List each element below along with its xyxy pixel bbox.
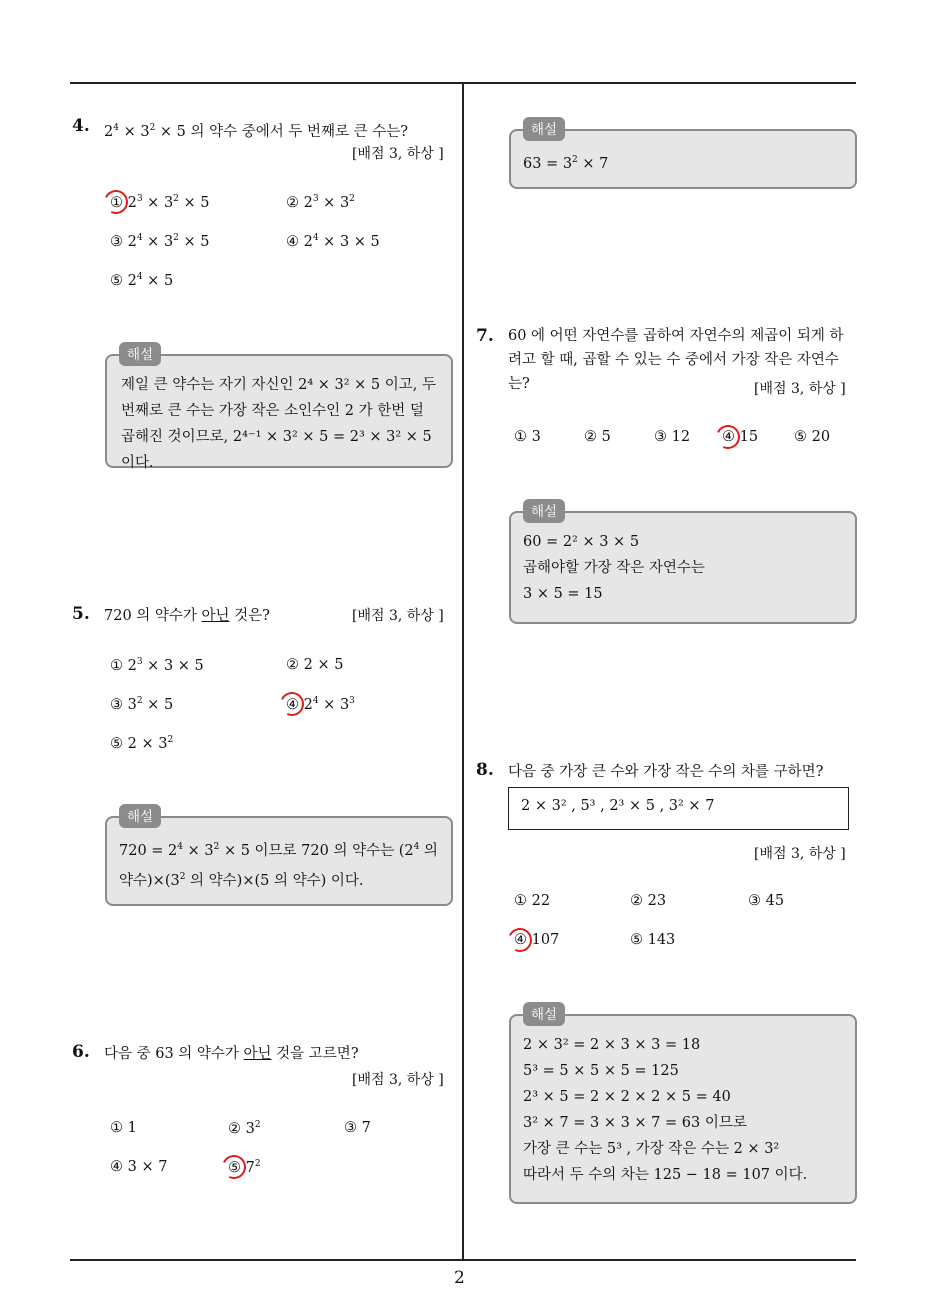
q6-number: 6.	[72, 1042, 90, 1062]
q5-question: 720 의 약수가 아닌 것은?	[104, 608, 270, 624]
q5-number: 5.	[72, 604, 90, 624]
q4-answer-mark	[101, 187, 132, 218]
q6-choice-1[interactable]: ① 1	[110, 1120, 137, 1136]
q8-explain-line-2: 5³ = 5 × 5 × 5 = 125	[523, 1063, 679, 1079]
q7-question-line-1: 60 에 어떤 자연수를 곱하여 자연수의 제곱이 되게 하	[508, 328, 844, 344]
q6-choice-4[interactable]: ④ 3 × 7	[110, 1159, 168, 1175]
q4-number: 4.	[72, 116, 90, 136]
q4-explain-box	[105, 354, 453, 471]
q6-score: [배점 3, 하상 ]	[352, 1072, 444, 1088]
q8-explain-tag: 해설	[523, 1002, 565, 1026]
q8-number: 8.	[476, 760, 494, 780]
q7-question-line-2: 려고 할 때, 곱할 수 있는 수 중에서 가장 작은 자연수	[508, 352, 839, 368]
q5-explain-tag: 해설	[119, 804, 161, 828]
q7-score: [배점 3, 하상 ]	[754, 381, 846, 397]
q7-explain-line-2: 곱해야할 가장 작은 자연수는	[523, 560, 705, 576]
q7-choice-5[interactable]: ⑤ 20	[794, 429, 831, 445]
q4-question: $2^4 \times 3^2 \times 5$ 의 약수 중에서 두 번째로 큰 수는?	[104, 123, 409, 140]
q4-explain-tag: 해설	[119, 342, 161, 366]
q7-number: 7.	[476, 326, 494, 346]
page-number: 2	[454, 1268, 465, 1288]
q8-given-text: 2 × 3² , 5³ , 2³ × 5 , 3² × 7	[521, 798, 715, 814]
q5-explain-box	[105, 816, 453, 906]
q5-choice-5[interactable]: ⑤ $2 \times 3^2$	[110, 735, 174, 752]
q8-score: [배점 3, 하상 ]	[754, 846, 846, 862]
q7-explain-line-1: 60 = 2² × 3 × 5	[523, 534, 640, 550]
q8-question: 다음 중 가장 큰 수와 가장 작은 수의 차를 구하면?	[508, 764, 824, 780]
q6-question: 다음 중 63 의 약수가 아닌 것을 고르면?	[104, 1046, 359, 1062]
q6-answer-mark	[219, 1152, 250, 1183]
q7-answer-mark	[713, 422, 744, 453]
q8-explain-line-3: 2³ × 5 = 2 × 2 × 2 × 5 = 40	[523, 1089, 731, 1105]
q7-choice-3[interactable]: ③ 12	[654, 429, 691, 445]
q8-explain-line-1: 2 × 3² = 2 × 3 × 3 = 18	[523, 1037, 701, 1053]
q5-choice-3[interactable]: ③ $3^2 \times 5$	[110, 696, 174, 713]
q4-choice-5[interactable]: ⑤ $2^4 \times 5$	[110, 272, 174, 289]
q6-explain-text: $63 = 3^2 \times 7$	[523, 155, 609, 172]
q4-choice-3[interactable]: ③ $2^4 \times 3^2 \times 5$	[110, 233, 210, 250]
q5-score: [배점 3, 하상 ]	[352, 608, 444, 624]
q5-choice-4[interactable]: ④ $2^4 \times 3^3$	[286, 696, 355, 713]
q8-explain-line-5: 가장 큰 수는 5³ , 가장 작은 수는 2 × 3²	[523, 1141, 780, 1157]
bottom-rule	[70, 1259, 856, 1261]
q8-explain-line-6: 따라서 두 수의 차는 125 − 18 = 107 이다.	[523, 1167, 808, 1183]
q5-answer-mark	[277, 689, 308, 720]
q4-choice-2[interactable]: ② $2^3 \times 3^2$	[286, 194, 355, 211]
q6-choice-5[interactable]: ⑤ $7^2$	[228, 1159, 261, 1176]
q8-choice-5[interactable]: ⑤ 143	[630, 932, 676, 948]
q8-given-box	[508, 787, 849, 830]
q7-explain-tag: 해설	[523, 499, 565, 523]
q4-score: [배점 3, 하상 ]	[352, 146, 444, 162]
q8-answer-mark	[505, 925, 536, 956]
q7-question-line-3: 는?	[508, 376, 530, 392]
q8-choice-3[interactable]: ③ 45	[748, 893, 785, 909]
q4-choice-4[interactable]: ④ $2^4 \times 3 \times 5$	[286, 233, 380, 250]
q8-choice-2[interactable]: ② 23	[630, 893, 667, 909]
q7-explain-line-3: 3 × 5 = 15	[523, 586, 603, 602]
q6-choice-3[interactable]: ③ 7	[344, 1120, 371, 1136]
q4-explain-text: 제일 큰 약수는 자기 자신인 2⁴ × 3² × 5 이고, 두 번째로 큰 수는 가장 작은 소인수인 2 가 한번 덜 곱해진 것이므로, 2⁴⁻¹ × 3² × 5 = 2³ × 3² × 5 이다.	[121, 377, 437, 471]
q7-choice-1[interactable]: ① 3	[514, 429, 541, 445]
q5-choice-1[interactable]: ① $2^3 \times 3 \times 5$	[110, 657, 204, 674]
q8-explain-line-4: 3² × 7 = 3 × 3 × 7 = 63 이므로	[523, 1115, 747, 1131]
q4-choice-1[interactable]: ① $2^3 \times 3^2 \times 5$	[110, 194, 210, 211]
q7-choice-4[interactable]: ④ 15	[722, 429, 759, 445]
q7-choice-2[interactable]: ② 5	[584, 429, 611, 445]
q8-choice-4[interactable]: ④ 107	[514, 932, 560, 948]
q8-explain-box	[509, 1014, 857, 1204]
column-divider	[462, 83, 464, 1260]
q5-explain-text: $720 = 2^4 \times 3^2 \times 5$ 이므로 720 의 약수는 ($2^4$ 의 약수)$\times(3^2$ 의 약수)×(5 의 약수) 이다.	[119, 842, 438, 889]
q5-choice-2[interactable]: ② 2 × 5	[286, 657, 344, 673]
q6-explain-tag: 해설	[523, 117, 565, 141]
q8-choice-1[interactable]: ① 22	[514, 893, 551, 909]
q7-explain-box	[509, 511, 857, 624]
q6-choice-2[interactable]: ② $3^2$	[228, 1120, 261, 1137]
